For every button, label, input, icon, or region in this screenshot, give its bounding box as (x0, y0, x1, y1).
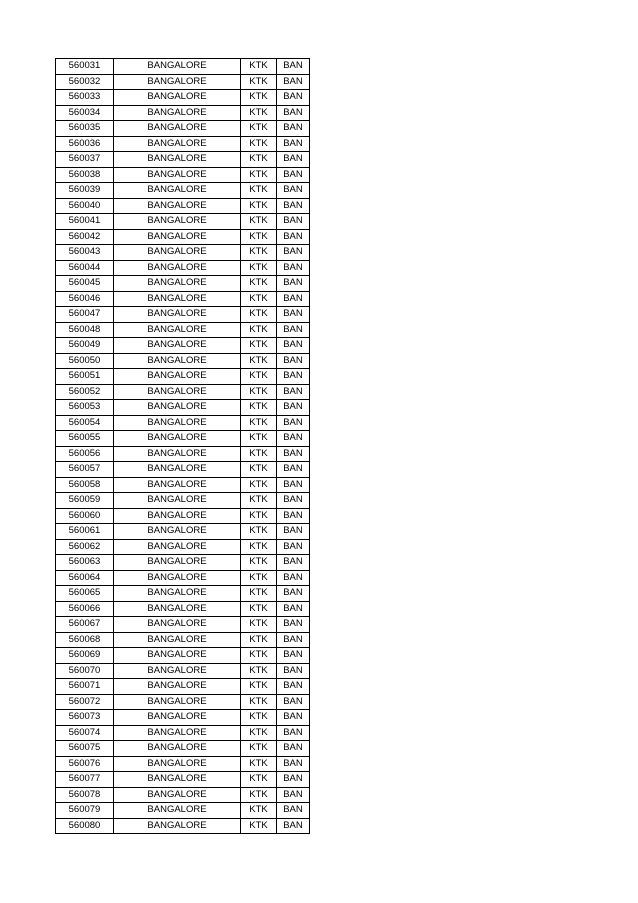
table-row (56, 694, 310, 710)
table-row (56, 322, 310, 338)
district-code-cell: BAN (277, 586, 310, 602)
city-cell: BANGALORE (114, 725, 241, 741)
city-cell: BANGALORE (114, 90, 241, 106)
pincode-cell: 560062 (56, 539, 114, 555)
table-row (56, 415, 310, 431)
state-code-cell: KTK (241, 260, 277, 276)
city-cell: BANGALORE (114, 59, 241, 75)
table-row (56, 462, 310, 478)
city-cell: BANGALORE (114, 477, 241, 493)
district-code-cell: BAN (277, 725, 310, 741)
city-cell: BANGALORE (114, 384, 241, 400)
pincode-cell: 560043 (56, 245, 114, 261)
state-code-cell: KTK (241, 322, 277, 338)
table-row (56, 121, 310, 137)
table-row (56, 307, 310, 323)
district-code-cell: BAN (277, 260, 310, 276)
city-cell: BANGALORE (114, 198, 241, 214)
table-body (56, 59, 310, 834)
district-code-cell: BAN (277, 121, 310, 137)
city-cell: BANGALORE (114, 415, 241, 431)
state-code-cell: KTK (241, 183, 277, 199)
pincode-cell: 560064 (56, 570, 114, 586)
city-cell: BANGALORE (114, 570, 241, 586)
district-code-cell: BAN (277, 291, 310, 307)
district-code-cell: BAN (277, 322, 310, 338)
city-cell: BANGALORE (114, 260, 241, 276)
pincode-cell: 560072 (56, 694, 114, 710)
state-code-cell: KTK (241, 787, 277, 803)
city-cell: BANGALORE (114, 524, 241, 540)
pincode-cell: 560044 (56, 260, 114, 276)
state-code-cell: KTK (241, 229, 277, 245)
table-row (56, 384, 310, 400)
city-cell: BANGALORE (114, 555, 241, 571)
state-code-cell: KTK (241, 384, 277, 400)
state-code-cell: KTK (241, 648, 277, 664)
pincode-cell: 560051 (56, 369, 114, 385)
district-code-cell: BAN (277, 539, 310, 555)
pincode-cell: 560037 (56, 152, 114, 168)
pincode-cell: 560053 (56, 400, 114, 416)
pincode-cell: 560033 (56, 90, 114, 106)
district-code-cell: BAN (277, 431, 310, 447)
district-code-cell: BAN (277, 338, 310, 354)
city-cell: BANGALORE (114, 787, 241, 803)
pincode-cell: 560038 (56, 167, 114, 183)
table-row (56, 570, 310, 586)
city-cell: BANGALORE (114, 291, 241, 307)
state-code-cell: KTK (241, 524, 277, 540)
table-row (56, 431, 310, 447)
city-cell: BANGALORE (114, 229, 241, 245)
district-code-cell: BAN (277, 59, 310, 75)
city-cell: BANGALORE (114, 74, 241, 90)
table-row (56, 477, 310, 493)
city-cell: BANGALORE (114, 462, 241, 478)
district-code-cell: BAN (277, 276, 310, 292)
state-code-cell: KTK (241, 105, 277, 121)
table-row (56, 741, 310, 757)
state-code-cell: KTK (241, 617, 277, 633)
pincode-cell: 560056 (56, 446, 114, 462)
table-row (56, 772, 310, 788)
state-code-cell: KTK (241, 136, 277, 152)
pincode-cell: 560039 (56, 183, 114, 199)
state-code-cell: KTK (241, 431, 277, 447)
pincode-cell: 560046 (56, 291, 114, 307)
table-row (56, 167, 310, 183)
table-row (56, 353, 310, 369)
city-cell: BANGALORE (114, 121, 241, 137)
pincode-cell: 560080 (56, 818, 114, 834)
pincode-cell: 560035 (56, 121, 114, 137)
table-row (56, 59, 310, 75)
city-cell: BANGALORE (114, 105, 241, 121)
district-code-cell: BAN (277, 446, 310, 462)
city-cell: BANGALORE (114, 167, 241, 183)
state-code-cell: KTK (241, 121, 277, 137)
table-row (56, 136, 310, 152)
state-code-cell: KTK (241, 601, 277, 617)
city-cell: BANGALORE (114, 648, 241, 664)
district-code-cell: BAN (277, 772, 310, 788)
district-code-cell: BAN (277, 663, 310, 679)
pincode-cell: 560075 (56, 741, 114, 757)
district-code-cell: BAN (277, 136, 310, 152)
city-cell: BANGALORE (114, 183, 241, 199)
district-code-cell: BAN (277, 198, 310, 214)
table-row (56, 787, 310, 803)
district-code-cell: BAN (277, 415, 310, 431)
district-code-cell: BAN (277, 183, 310, 199)
pincode-cell: 560055 (56, 431, 114, 447)
table-row (56, 214, 310, 230)
pincode-cell: 560069 (56, 648, 114, 664)
table-row (56, 524, 310, 540)
district-code-cell: BAN (277, 803, 310, 819)
table-row (56, 260, 310, 276)
district-code-cell: BAN (277, 508, 310, 524)
state-code-cell: KTK (241, 245, 277, 261)
district-code-cell: BAN (277, 462, 310, 478)
city-cell: BANGALORE (114, 508, 241, 524)
state-code-cell: KTK (241, 586, 277, 602)
city-cell: BANGALORE (114, 741, 241, 757)
pincode-cell: 560041 (56, 214, 114, 230)
city-cell: BANGALORE (114, 446, 241, 462)
district-code-cell: BAN (277, 493, 310, 509)
pincode-cell: 560045 (56, 276, 114, 292)
state-code-cell: KTK (241, 400, 277, 416)
pincode-cell: 560052 (56, 384, 114, 400)
table-row (56, 818, 310, 834)
table-row (56, 400, 310, 416)
table-row (56, 710, 310, 726)
pincode-cell: 560047 (56, 307, 114, 323)
district-code-cell: BAN (277, 601, 310, 617)
state-code-cell: KTK (241, 741, 277, 757)
pincode-cell: 560050 (56, 353, 114, 369)
city-cell: BANGALORE (114, 152, 241, 168)
table-row (56, 105, 310, 121)
pincode-cell: 560059 (56, 493, 114, 509)
district-code-cell: BAN (277, 648, 310, 664)
city-cell: BANGALORE (114, 803, 241, 819)
district-code-cell: BAN (277, 570, 310, 586)
district-code-cell: BAN (277, 741, 310, 757)
state-code-cell: KTK (241, 415, 277, 431)
city-cell: BANGALORE (114, 214, 241, 230)
state-code-cell: KTK (241, 632, 277, 648)
table-row (56, 539, 310, 555)
state-code-cell: KTK (241, 59, 277, 75)
table-row (56, 446, 310, 462)
pincode-cell: 560034 (56, 105, 114, 121)
state-code-cell: KTK (241, 679, 277, 695)
city-cell: BANGALORE (114, 136, 241, 152)
state-code-cell: KTK (241, 539, 277, 555)
pincode-cell: 560074 (56, 725, 114, 741)
district-code-cell: BAN (277, 694, 310, 710)
table-row (56, 245, 310, 261)
city-cell: BANGALORE (114, 338, 241, 354)
district-code-cell: BAN (277, 632, 310, 648)
state-code-cell: KTK (241, 446, 277, 462)
table-row (56, 663, 310, 679)
pincode-cell: 560036 (56, 136, 114, 152)
table-row (56, 679, 310, 695)
pincode-cell: 560054 (56, 415, 114, 431)
city-cell: BANGALORE (114, 539, 241, 555)
district-code-cell: BAN (277, 229, 310, 245)
district-code-cell: BAN (277, 369, 310, 385)
state-code-cell: KTK (241, 694, 277, 710)
pincode-cell: 560070 (56, 663, 114, 679)
city-cell: BANGALORE (114, 369, 241, 385)
table-row (56, 493, 310, 509)
city-cell: BANGALORE (114, 772, 241, 788)
pincode-cell: 560048 (56, 322, 114, 338)
pincode-cell: 560058 (56, 477, 114, 493)
district-code-cell: BAN (277, 167, 310, 183)
district-code-cell: BAN (277, 524, 310, 540)
table-row (56, 229, 310, 245)
city-cell: BANGALORE (114, 276, 241, 292)
district-code-cell: BAN (277, 477, 310, 493)
district-code-cell: BAN (277, 787, 310, 803)
state-code-cell: KTK (241, 369, 277, 385)
pincode-cell: 560071 (56, 679, 114, 695)
table-row (56, 632, 310, 648)
pincode-cell: 560049 (56, 338, 114, 354)
city-cell: BANGALORE (114, 601, 241, 617)
state-code-cell: KTK (241, 276, 277, 292)
table-row (56, 601, 310, 617)
pincode-cell: 560063 (56, 555, 114, 571)
state-code-cell: KTK (241, 353, 277, 369)
district-code-cell: BAN (277, 307, 310, 323)
state-code-cell: KTK (241, 90, 277, 106)
district-code-cell: BAN (277, 245, 310, 261)
pincode-cell: 560065 (56, 586, 114, 602)
state-code-cell: KTK (241, 818, 277, 834)
state-code-cell: KTK (241, 167, 277, 183)
table-row (56, 648, 310, 664)
table-row (56, 725, 310, 741)
district-code-cell: BAN (277, 400, 310, 416)
city-cell: BANGALORE (114, 632, 241, 648)
city-cell: BANGALORE (114, 679, 241, 695)
district-code-cell: BAN (277, 617, 310, 633)
city-cell: BANGALORE (114, 400, 241, 416)
state-code-cell: KTK (241, 570, 277, 586)
state-code-cell: KTK (241, 803, 277, 819)
pincode-cell: 560068 (56, 632, 114, 648)
district-code-cell: BAN (277, 152, 310, 168)
state-code-cell: KTK (241, 725, 277, 741)
city-cell: BANGALORE (114, 694, 241, 710)
district-code-cell: BAN (277, 90, 310, 106)
table-row (56, 198, 310, 214)
state-code-cell: KTK (241, 508, 277, 524)
state-code-cell: KTK (241, 291, 277, 307)
state-code-cell: KTK (241, 493, 277, 509)
pincode-cell: 560057 (56, 462, 114, 478)
pincode-cell: 560067 (56, 617, 114, 633)
state-code-cell: KTK (241, 477, 277, 493)
city-cell: BANGALORE (114, 663, 241, 679)
pincode-cell: 560079 (56, 803, 114, 819)
district-code-cell: BAN (277, 756, 310, 772)
pincode-cell: 560073 (56, 710, 114, 726)
state-code-cell: KTK (241, 462, 277, 478)
table-row (56, 756, 310, 772)
state-code-cell: KTK (241, 152, 277, 168)
pincode-cell: 560040 (56, 198, 114, 214)
state-code-cell: KTK (241, 756, 277, 772)
state-code-cell: KTK (241, 74, 277, 90)
city-cell: BANGALORE (114, 818, 241, 834)
table-row (56, 183, 310, 199)
table-row (56, 555, 310, 571)
city-cell: BANGALORE (114, 307, 241, 323)
table-row (56, 276, 310, 292)
city-cell: BANGALORE (114, 493, 241, 509)
pincode-cell: 560032 (56, 74, 114, 90)
city-cell: BANGALORE (114, 756, 241, 772)
table-row (56, 803, 310, 819)
state-code-cell: KTK (241, 663, 277, 679)
state-code-cell: KTK (241, 772, 277, 788)
district-code-cell: BAN (277, 74, 310, 90)
district-code-cell: BAN (277, 105, 310, 121)
state-code-cell: KTK (241, 307, 277, 323)
pincode-cell: 560078 (56, 787, 114, 803)
district-code-cell: BAN (277, 214, 310, 230)
state-code-cell: KTK (241, 338, 277, 354)
district-code-cell: BAN (277, 555, 310, 571)
district-code-cell: BAN (277, 679, 310, 695)
city-cell: BANGALORE (114, 710, 241, 726)
district-code-cell: BAN (277, 818, 310, 834)
table-row (56, 291, 310, 307)
city-cell: BANGALORE (114, 322, 241, 338)
table-row (56, 338, 310, 354)
table-row (56, 152, 310, 168)
table-row (56, 74, 310, 90)
state-code-cell: KTK (241, 555, 277, 571)
district-code-cell: BAN (277, 384, 310, 400)
pincode-table (55, 58, 310, 834)
district-code-cell: BAN (277, 353, 310, 369)
city-cell: BANGALORE (114, 431, 241, 447)
city-cell: BANGALORE (114, 353, 241, 369)
city-cell: BANGALORE (114, 617, 241, 633)
pincode-cell: 560066 (56, 601, 114, 617)
district-code-cell: BAN (277, 710, 310, 726)
state-code-cell: KTK (241, 198, 277, 214)
pincode-cell: 560076 (56, 756, 114, 772)
state-code-cell: KTK (241, 710, 277, 726)
table-row (56, 90, 310, 106)
pincode-cell: 560060 (56, 508, 114, 524)
table-row (56, 617, 310, 633)
pincode-cell: 560061 (56, 524, 114, 540)
pincode-cell: 560031 (56, 59, 114, 75)
state-code-cell: KTK (241, 214, 277, 230)
table-row (56, 586, 310, 602)
city-cell: BANGALORE (114, 245, 241, 261)
pincode-cell: 560042 (56, 229, 114, 245)
city-cell: BANGALORE (114, 586, 241, 602)
table-row (56, 508, 310, 524)
table-row (56, 369, 310, 385)
pincode-cell: 560077 (56, 772, 114, 788)
